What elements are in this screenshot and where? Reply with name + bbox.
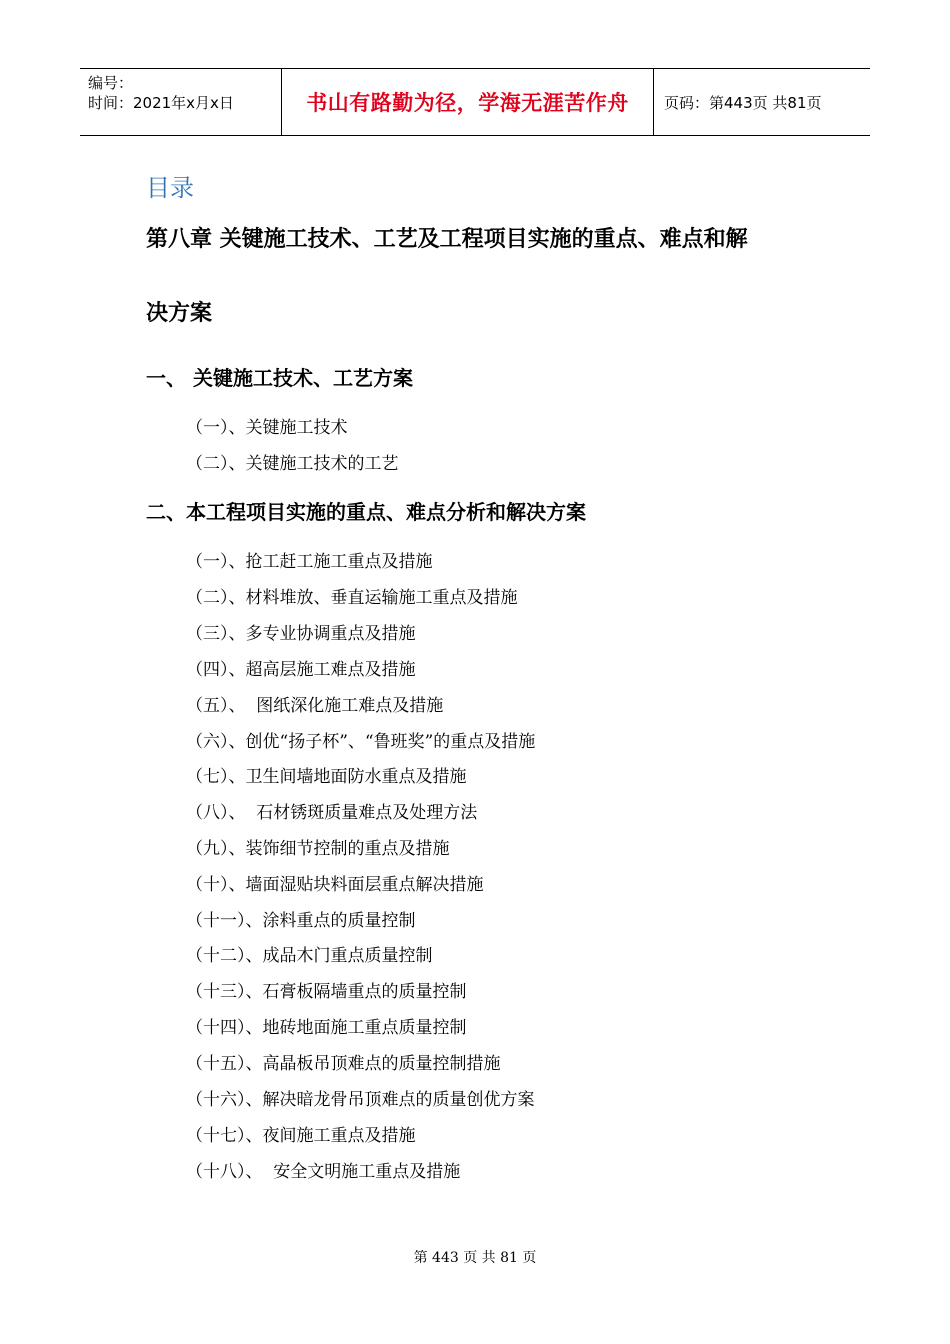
toc-item[interactable]: （十四）、地砖地面施工重点质量控制 xyxy=(186,1018,467,1038)
toc-item[interactable]: （八）、 石材锈斑质量难点及处理方法 xyxy=(186,803,478,823)
section-2-title: 二、本工程项目实施的重点、难点分析和解决方案 xyxy=(146,500,586,524)
toc-item[interactable]: （十六）、解决暗龙骨吊顶难点的质量创优方案 xyxy=(186,1090,535,1110)
page-header xyxy=(80,68,870,136)
toc-item[interactable]: （三）、多专业协调重点及措施 xyxy=(186,624,416,644)
toc-item[interactable]: （一）、抢工赶工施工重点及措施 xyxy=(186,552,433,572)
toc-item[interactable]: （十五）、高晶板吊顶难点的质量控制措施 xyxy=(186,1054,501,1074)
section-1-title: 一、 关键施工技术、工艺方案 xyxy=(146,366,413,390)
toc-item[interactable]: （五）、 图纸深化施工难点及措施 xyxy=(186,696,444,716)
chapter-title-line2: 决方案 xyxy=(146,300,213,326)
toc-item[interactable]: （四）、超高层施工难点及措施 xyxy=(186,660,416,680)
toc-item[interactable]: （六）、创优“扬子杯”、“鲁班奖”的重点及措施 xyxy=(186,732,536,752)
header-motto-cell xyxy=(282,69,654,135)
toc-item[interactable]: （十三）、石膏板隔墙重点的质量控制 xyxy=(186,982,467,1002)
toc-item[interactable]: （二）、关键施工技术的工艺 xyxy=(186,454,399,474)
header-meta xyxy=(80,69,282,135)
header-time-label: 时间：2021年x月x日 xyxy=(88,94,234,112)
toc-item[interactable]: （十二）、成品木门重点质量控制 xyxy=(186,946,433,966)
toc-item[interactable]: （十八）、 安全文明施工重点及措施 xyxy=(186,1162,461,1182)
toc-item[interactable]: （二）、材料堆放、垂直运输施工重点及措施 xyxy=(186,588,518,608)
header-number-label: 编号： xyxy=(88,74,134,92)
page-footer: 第 443 页 共 81 页 xyxy=(413,1250,537,1266)
toc-item[interactable]: （十一）、涂料重点的质量控制 xyxy=(186,911,416,931)
header-motto: 书山有路勤为径，学海无涯苦作舟 xyxy=(306,90,629,115)
toc-item[interactable]: （一）、关键施工技术 xyxy=(186,418,348,438)
toc-item[interactable]: （十七）、夜间施工重点及措施 xyxy=(186,1126,416,1146)
toc-item[interactable]: （十）、墙面湿贴块料面层重点解决措施 xyxy=(186,875,484,895)
toc-item[interactable]: （九）、装饰细节控制的重点及措施 xyxy=(186,839,450,859)
toc-title: 目录 xyxy=(146,174,194,202)
header-page-info: 页码：第443页 共81页 xyxy=(664,93,822,112)
toc-item[interactable]: （七）、卫生间墙地面防水重点及措施 xyxy=(186,767,467,787)
chapter-title-line1: 第八章 关键施工技术、工艺及工程项目实施的重点、难点和解 xyxy=(146,226,748,252)
